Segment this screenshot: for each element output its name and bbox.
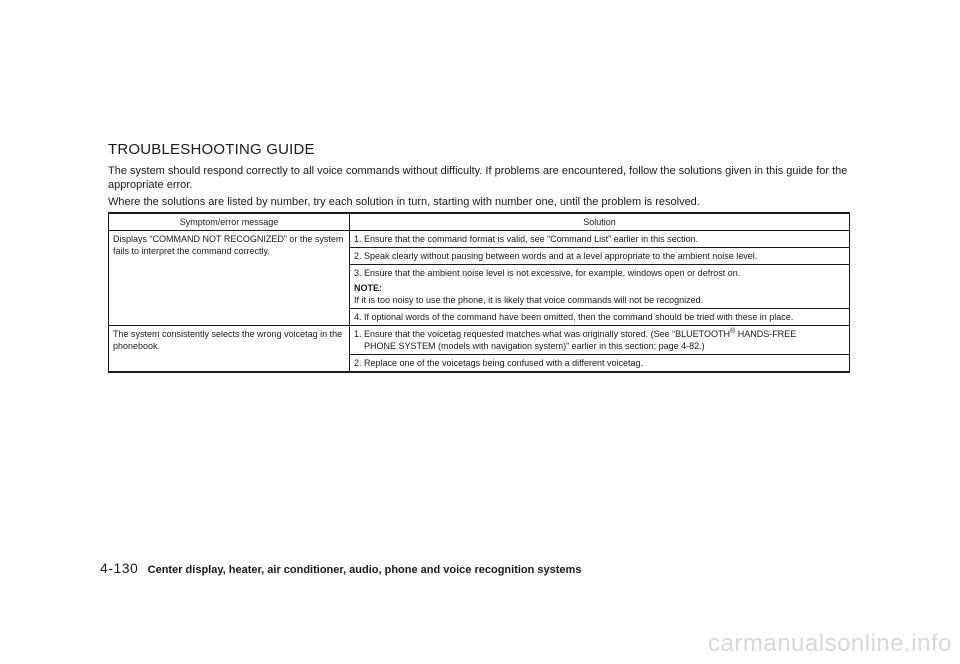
symptom-cell: The system consistently selects the wrong voicetag in the phonebook. <box>109 326 350 373</box>
symptom-header: Symptom/error message <box>109 213 350 231</box>
solution-cell: 1. Ensure that the command format is valid, see “Command List” earlier in this section. <box>350 231 850 248</box>
intro-paragraph: Where the solutions are listed by number, try each solution in turn, starting with number one, until the problem is resolved. <box>108 196 700 208</box>
table-row <box>109 231 850 248</box>
solution-text: HANDS-FREE <box>735 329 797 339</box>
chapter-title: Center display, heater, air conditioner, audio, phone and voice recognition systems <box>147 564 582 576</box>
table-row <box>109 326 850 355</box>
page-footer <box>100 560 581 576</box>
note-label: NOTE: <box>354 283 382 293</box>
page-number: 4-130 <box>100 560 139 576</box>
symptom-cell: Displays “COMMAND NOT RECOGNIZED” or the system fails to interpret the command correctly. <box>109 231 350 326</box>
solution-text: 1. Ensure that the voicetag requested matches what was originally stored. (See “BLUETOOTH <box>354 329 731 339</box>
intro-paragraph: The system should respond correctly to all voice commands without difficulty. If problems are encountered, follow the solutions given in this guide for the appropriate error. <box>108 165 848 191</box>
solution-cell: 2. Speak clearly without pausing between words and at a level appropriate to the ambient noise level. <box>350 248 850 265</box>
solution-cell <box>350 265 850 309</box>
solution-header: Solution <box>350 213 850 231</box>
solution-text: 3. Ensure that the ambient noise level is not excessive, for example, windows open or defrost on. <box>354 268 741 278</box>
table-header-row <box>109 213 850 231</box>
section-title: TROUBLESHOOTING GUIDE <box>108 141 315 158</box>
note-text: If it is too noisy to use the phone, it is likely that voice commands will not be recognized. <box>354 295 704 305</box>
watermark: carmanualsonline.info <box>708 630 952 657</box>
solution-text: PHONE SYSTEM (models with navigation system)” earlier in this section; page 4-82.) <box>364 341 705 351</box>
troubleshooting-table <box>108 212 850 373</box>
registered-mark: ® <box>730 328 736 335</box>
solution-cell <box>350 326 850 355</box>
solution-cell: 4. If optional words of the command have been omitted, then the command should be tried with these in place. <box>350 309 850 326</box>
solution-cell: 2. Replace one of the voicetags being confused with a different voicetag. <box>350 355 850 373</box>
